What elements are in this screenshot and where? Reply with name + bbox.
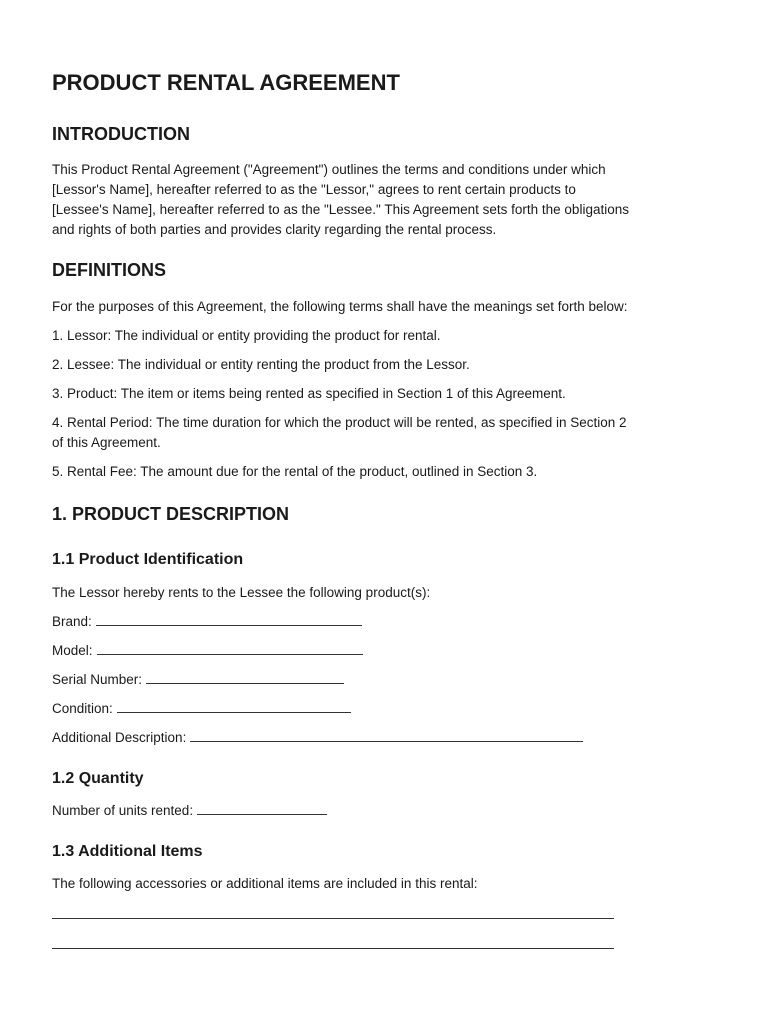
section-1-3-heading: 1.3 Additional Items bbox=[52, 843, 203, 860]
additional-description-blank-line[interactable] bbox=[190, 729, 583, 742]
document-title: PRODUCT RENTAL AGREEMENT bbox=[52, 70, 400, 95]
serial-number-field bbox=[52, 670, 344, 690]
definition-item-rental-period-cont: of this Agreement. bbox=[52, 435, 161, 450]
definition-item-lessee: 2. Lessee: The individual or entity renting the product from the Lessor. bbox=[52, 357, 470, 372]
additional-description-label: Additional Description: bbox=[52, 730, 187, 745]
condition-blank-line[interactable] bbox=[117, 700, 351, 713]
section-1-2-heading: 1.2 Quantity bbox=[52, 770, 144, 787]
introduction-line-3: [Lessee's Name], hereafter referred to as the "Lessee." This Agreement sets forth the obligations bbox=[52, 202, 629, 217]
introduction-line-2: [Lessor's Name], hereafter referred to as the "Lessor," agrees to rent certain products to bbox=[52, 182, 576, 197]
serial-number-label: Serial Number: bbox=[52, 672, 143, 687]
serial-number-blank-line[interactable] bbox=[146, 671, 344, 684]
section-1-1-intro: The Lessor hereby rents to the Lessee the following product(s): bbox=[52, 585, 431, 600]
section-1-heading: 1. PRODUCT DESCRIPTION bbox=[52, 504, 290, 524]
additional-description-field bbox=[52, 728, 583, 748]
definition-item-rental-period: 4. Rental Period: The time duration for which the product will be rented, as specified in Section 2 bbox=[52, 415, 627, 430]
model-blank-line[interactable] bbox=[97, 642, 363, 655]
condition-field bbox=[52, 699, 351, 719]
brand-field bbox=[52, 612, 362, 632]
model-label: Model: bbox=[52, 643, 93, 658]
introduction-heading: INTRODUCTION bbox=[52, 124, 190, 144]
condition-label: Condition: bbox=[52, 701, 113, 716]
definitions-heading: DEFINITIONS bbox=[52, 260, 167, 280]
brand-label: Brand: bbox=[52, 614, 92, 629]
brand-blank-line[interactable] bbox=[96, 613, 362, 626]
units-rented-blank-line[interactable] bbox=[197, 802, 327, 815]
introduction-line-4: and rights of both parties and provides clarity regarding the rental process. bbox=[52, 222, 497, 237]
units-rented-field bbox=[52, 801, 327, 821]
introduction-line-1: This Product Rental Agreement ("Agreement") outlines the terms and conditions under which bbox=[52, 162, 606, 177]
definition-item-product: 3. Product: The item or items being rented as specified in Section 1 of this Agreement. bbox=[52, 386, 566, 401]
additional-items-blank-line-2[interactable] bbox=[52, 948, 614, 949]
model-field bbox=[52, 641, 363, 661]
section-1-3-intro: The following accessories or additional items are included in this rental: bbox=[52, 876, 478, 891]
units-rented-label: Number of units rented: bbox=[52, 803, 194, 818]
additional-items-blank-line-1[interactable] bbox=[52, 918, 614, 919]
section-1-1-heading: 1.1 Product Identification bbox=[52, 551, 244, 568]
definition-item-lessor: 1. Lessor: The individual or entity providing the product for rental. bbox=[52, 328, 441, 343]
definitions-intro: For the purposes of this Agreement, the following terms shall have the meanings set forth below: bbox=[52, 299, 628, 314]
definition-item-rental-fee: 5. Rental Fee: The amount due for the rental of the product, outlined in Section 3. bbox=[52, 464, 538, 479]
